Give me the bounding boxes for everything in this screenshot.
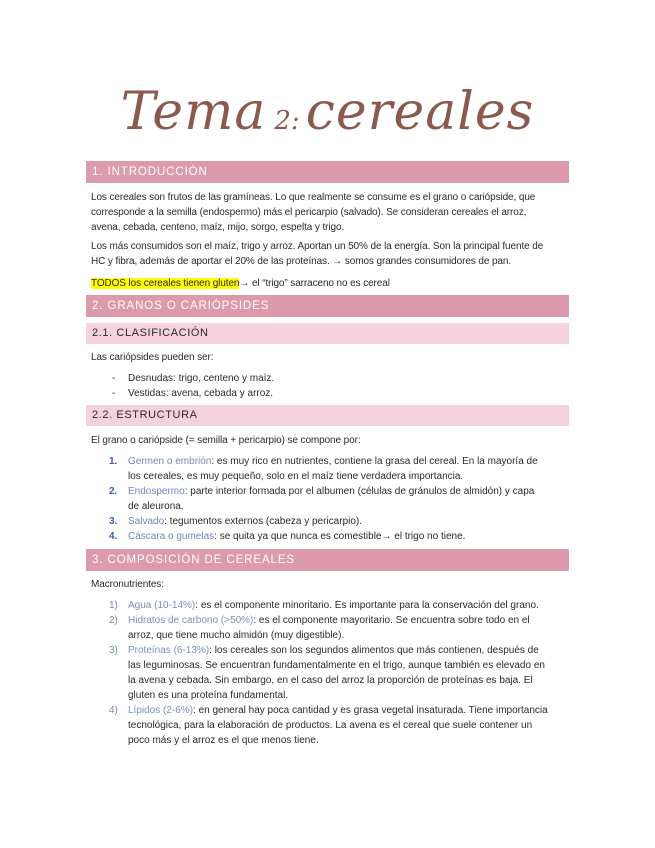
title-subject: cereales xyxy=(305,82,535,142)
list-item xyxy=(128,643,568,703)
subsection-heading-estructura: 2.2. ESTRUCTURA xyxy=(86,405,569,426)
highlighted-text: TODOS los cereales tienen gluten xyxy=(91,278,240,289)
text-line: la avena y cebada. Sin embargo, en el caso del arroz la proporción de proteínas es baja. El xyxy=(128,675,533,686)
list-item xyxy=(128,703,568,748)
term: Salvado xyxy=(128,516,165,527)
text-line: Los más consumidos son el maíz, trigo y arroz. Aportan un 50% de la energía. Son la principal fuente de xyxy=(91,241,544,252)
text-line: : los cereales son los segundos alimentos que más contienen, después de xyxy=(209,645,539,656)
intro-paragraph-1 xyxy=(91,190,571,235)
gluten-note xyxy=(91,276,571,291)
list-item xyxy=(128,454,568,484)
text-line: Los cereales son frutos de las gramíneas. Lo que realmente se consume es el grano o cariópside, que xyxy=(91,192,536,203)
list-number: 3. xyxy=(109,516,118,527)
list-number: 2) xyxy=(109,615,118,626)
intro-paragraph-2 xyxy=(91,239,571,269)
text-line: : en general hay poca cantidad y es grasa vegetal insaturada. Tiene importancia xyxy=(193,705,548,716)
list-number: 1. xyxy=(109,456,118,467)
title-main: Tema xyxy=(120,82,267,142)
list-item: Desnudas: trigo, centeno y maíz. xyxy=(128,373,275,384)
list-number: 4. xyxy=(109,531,118,542)
text-line: los cereales, es muy pequeño, solo en el maíz tiene verdadera importancia. xyxy=(128,471,464,482)
list-number: 3) xyxy=(109,645,118,656)
section-heading-composicion: 3. COMPOSICIÓN DE CEREALES xyxy=(86,549,569,571)
section-heading-granos: 2. GRANOS O CARIÓPSIDES xyxy=(86,295,569,317)
list-item xyxy=(128,529,568,544)
subsection-heading-clasificacion: 2.1. CLASIFICACIÓN xyxy=(86,323,569,344)
list-item xyxy=(128,598,568,613)
term: Cáscara o gumelas xyxy=(128,531,215,542)
title-number: 2: xyxy=(274,106,300,136)
text-line: avena, cebada, centeno, maíz, mijo, sorgo, espelta y trigo. xyxy=(91,222,345,233)
list-item xyxy=(128,613,568,643)
text-line: : se quita ya que nunca es comestible→ el trigo no tiene. xyxy=(214,531,466,542)
list-bullet: - xyxy=(112,373,116,384)
text-line: gluten es una proteína fundamental. xyxy=(128,690,289,701)
page-title xyxy=(0,82,655,142)
list-number: 4) xyxy=(109,705,118,716)
text-line: corresponde a la semilla (endospermo) más el pericarpio (salvado). Se consideran cereales el arroz, xyxy=(91,207,527,218)
term: Germen o embrión xyxy=(128,456,212,467)
term: Proteínas (6-13%) xyxy=(128,645,210,656)
text-line: arroz, que tiene mucho almidón (muy digestible). xyxy=(128,630,345,641)
list-item xyxy=(128,484,568,514)
note-text: → el “trigo” sarraceno no es cereal xyxy=(239,278,390,289)
list-number: 1) xyxy=(109,600,118,611)
text-line: de aleurona. xyxy=(128,501,184,512)
clasificacion-intro: Las cariópsides pueden ser: xyxy=(91,352,214,363)
term: Endospermo xyxy=(128,486,185,497)
text-line: las leguminosas. Se encuentran fundamentalmente en el trigo, aunque también es elevado en xyxy=(128,660,545,671)
list-item: Vestidas: avena, cebada y arroz. xyxy=(128,388,274,399)
list-item xyxy=(128,514,568,529)
text-line: : es el componente mayoritario. Se encuentra sobre todo en el xyxy=(253,615,530,626)
term: Agua (10-14%) xyxy=(128,600,196,611)
term: Lípidos (2-6%) xyxy=(128,705,194,716)
composicion-intro: Macronutrientes: xyxy=(91,579,164,590)
term: Hidratos de carbono (>50%) xyxy=(128,615,254,626)
section-heading-introduccion: 1. INTRODUCCIÓN xyxy=(86,161,569,183)
text-line: poco más y el arroz es el que menos tiene. xyxy=(128,735,319,746)
list-number: 2. xyxy=(109,486,118,497)
text-line: tecnológica, para la elaboración de productos. La avena es el cereal que suele contener un xyxy=(128,720,533,731)
text-line: : es muy rico en nutrientes, contiene la grasa del cereal. En la mayoría de xyxy=(211,456,538,467)
text-line: HC y fibra, además de aportar el 20% de las proteínas. → somos grandes consumidores de pan. xyxy=(91,256,512,267)
text-line: : tegumentos externos (cabeza y pericarpio). xyxy=(164,516,363,527)
text-line: : es el componente minoritario. Es importante para la conservación del grano. xyxy=(195,600,539,611)
list-bullet: - xyxy=(112,388,116,399)
text-line: : parte interior formada por el albumen (células de gránulos de almidón) y capa xyxy=(184,486,535,497)
estructura-intro: El grano o cariópside (= semilla + pericarpio) se compone por: xyxy=(91,435,361,446)
